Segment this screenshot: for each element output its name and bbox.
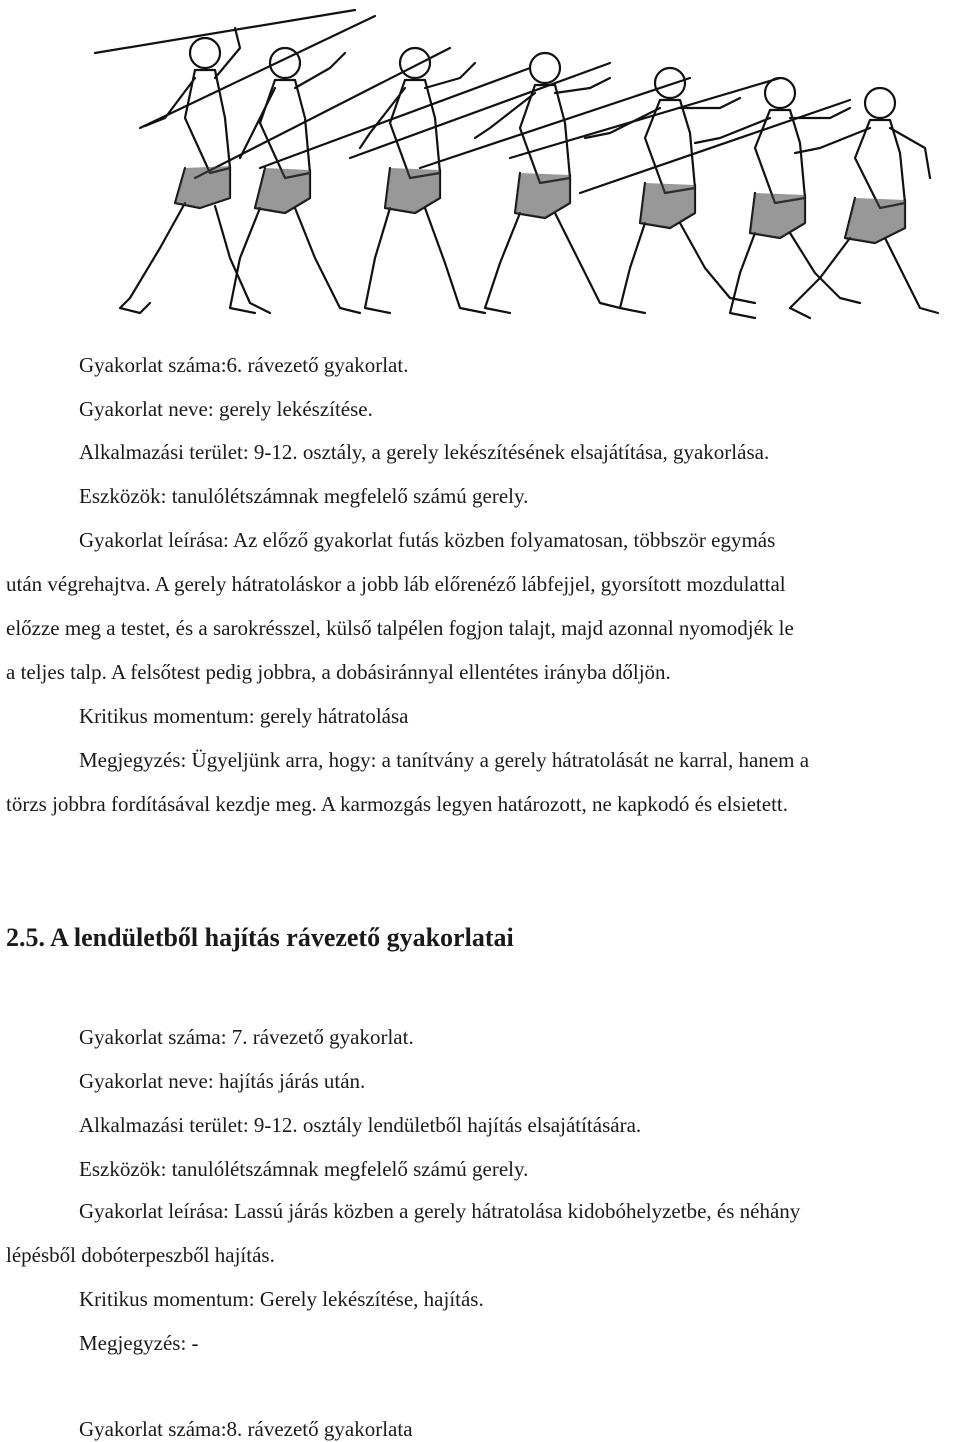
exercise-description-line: Gyakorlat leírása: Az előző gyakorlat futás közben folyamatosan, többször egymás bbox=[79, 528, 776, 552]
exercise-critical-moment: Kritikus momentum: Gerely lekészítése, hajítás. bbox=[79, 1287, 484, 1311]
exercise-tools: Eszközök: tanulólétszámnak megfelelő számú gerely. bbox=[79, 1157, 529, 1181]
exercise-note-line: Megjegyzés: Ügyeljünk arra, hogy: a tanítvány a gerely hátratolását ne karral, hanem a bbox=[79, 748, 810, 772]
exercise-tools: Eszközök: tanulólétszámnak megfelelő számú gerely. bbox=[79, 484, 529, 508]
exercise-application: Alkalmazási terület: 9-12. osztály, a gerely lekészítésének elsajátítása, gyakorlása. bbox=[79, 440, 770, 464]
exercise-number: Gyakorlat száma: 7. rávezető gyakorlat. bbox=[79, 1025, 414, 1049]
exercise-description-line: a teljes talp. A felsőtest pedig jobbra, a dobásiránnyal ellentétes irányba dőljön. bbox=[6, 660, 671, 684]
exercise-description-line: előzze meg a testet, és a sarokrésszel, külső talpélen fogjon talajt, majd azonnal nyomodjék le bbox=[6, 616, 794, 640]
javelin-throw-sequence-illustration bbox=[90, 8, 940, 338]
exercise-note: Megjegyzés: - bbox=[79, 1331, 199, 1355]
section-heading: 2.5. A lendületből hajítás rávezető gyakorlatai bbox=[6, 923, 514, 952]
exercise-description-line: lépésből dobóterpeszből hajítás. bbox=[6, 1243, 275, 1267]
exercise-description-line: Gyakorlat leírása: Lassú járás közben a gerely hátratolása kidobóhelyzetbe, és néhány bbox=[79, 1199, 801, 1223]
exercise-critical-moment: Kritikus momentum: gerely hátratolása bbox=[79, 704, 409, 728]
exercise-name: Gyakorlat neve: hajítás járás után. bbox=[79, 1069, 366, 1093]
exercise-number: Gyakorlat száma:6. rávezető gyakorlat. bbox=[79, 353, 409, 377]
exercise-application: Alkalmazási terület: 9-12. osztály lendületből hajítás elsajátítására. bbox=[79, 1113, 642, 1137]
exercise-name: Gyakorlat neve: gerely lekészítése. bbox=[79, 397, 373, 421]
exercise-note-line: törzs jobbra fordításával kezdje meg. A karmozgás legyen határozott, ne kapkodó és elsietett. bbox=[6, 792, 788, 816]
exercise-description-line: után végrehajtva. A gerely hátratoláskor a jobb láb előrenéző lábfejjel, gyorsított mozdulattal bbox=[6, 572, 786, 596]
exercise-number: Gyakorlat száma:8. rávezető gyakorlata bbox=[79, 1417, 413, 1441]
